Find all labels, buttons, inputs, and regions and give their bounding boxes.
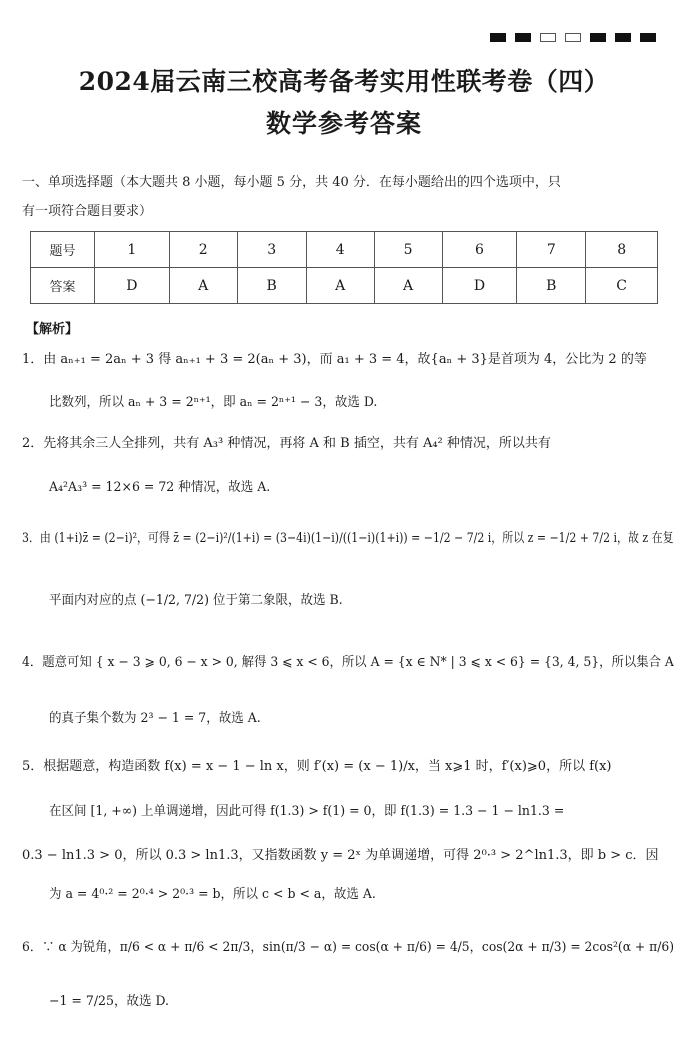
answer-table — [30, 231, 658, 304]
question-number-cell: 3 — [237, 232, 306, 268]
solution-q5-line3: 0.3 − ln1.3 > 0，所以 0.3 > ln1.3，又指数函数 y = 2ˣ 为单调递增，可得 2⁰·³ > 2^ln1.3，即 b > c．因 — [22, 848, 659, 863]
solution-q5-line4: 为 a = 4⁰·² = 2⁰·⁴ > 2⁰·³ = b，所以 c < b < a，故选 A. — [49, 887, 376, 902]
question-number-cell: 1 — [95, 232, 170, 268]
solution-q1-line1: 1．由 aₙ₊₁ = 2aₙ + 3 得 aₙ₊₁ + 3 = 2(aₙ + 3)，而 a₁ + 3 = 4，故{aₙ + 3}是首项为 4，公比为 2 的等 — [22, 352, 647, 367]
solution-q4-line2: 的真子集个数为 2³ − 1 = 7，故选 A. — [49, 711, 261, 726]
answer-cell: D — [442, 268, 517, 304]
table-row-answers — [31, 268, 658, 304]
analysis-heading: 【解析】 — [26, 322, 79, 337]
filled-square-mark — [515, 33, 531, 42]
solution-q5-line1: 5．根据题意，构造函数 f(x) = x − 1 − ln x，则 f′(x) = (x − 1)/x，当 x⩾1 时，f′(x)⩾0，所以 f(x) — [22, 759, 612, 774]
filled-square-mark — [615, 33, 631, 42]
question-number-cell: 7 — [517, 232, 586, 268]
corner-marks — [490, 33, 656, 42]
question-number-cell: 2 — [169, 232, 237, 268]
row-label-numbers: 题号 — [31, 232, 95, 268]
solution-q6-line1: 6．∵ α 为锐角，π/6 < α + π/6 < 2π/3，sin(π/3 − α) = cos(α + π/6) = 4/5，cos(2α + π/3) = 2cos²(α + π/6) — [22, 940, 675, 955]
answer-cell: A — [374, 268, 442, 304]
answer-cell: D — [95, 268, 170, 304]
section1-heading-line1: 一、单项选择题（本大题共 8 小题，每小题 5 分，共 40 分．在每小题给出的四个选项中，只 — [22, 175, 561, 190]
answer-cell: C — [586, 268, 658, 304]
question-number-cell: 4 — [306, 232, 374, 268]
row-label-answers: 答案 — [31, 268, 95, 304]
answer-cell: B — [517, 268, 586, 304]
document-subtitle: 数学参考答案 — [265, 109, 422, 138]
solution-q1-line2: 比数列，所以 aₙ + 3 = 2ⁿ⁺¹，即 aₙ = 2ⁿ⁺¹ − 3，故选 D. — [49, 395, 378, 410]
hollow-square-mark — [540, 33, 556, 42]
solution-q2-line1: 2．先将其余三人全排列，共有 A₃³ 种情况，再将 A 和 B 插空，共有 A₄² 种情况，所以共有 — [22, 436, 551, 451]
table-row-numbers — [31, 232, 658, 268]
answer-cell: A — [169, 268, 237, 304]
solution-q2-line2: A₄²A₃³ = 12×6 = 72 种情况，故选 A. — [49, 480, 271, 495]
solution-q6-line2: −1 = 7/25，故选 D. — [49, 994, 170, 1009]
solution-q3-line1: 3．由 (1+i)z̄ = (2−i)²，可得 z̄ = (2−i)²/(1+i) = (3−4i)(1−i)/((1−i)(1+i)) = −1/2 − 7/2 i，所以 z = −1/2 + 7/2 i，故 z 在复 — [22, 531, 674, 546]
filled-square-mark — [590, 33, 606, 42]
question-number-cell: 6 — [442, 232, 517, 268]
solution-q5-line2: 在区间 [1, +∞) 上单调递增，因此可得 f(1.3) > f(1) = 0，即 f(1.3) = 1.3 − 1 − ln1.3 = — [49, 804, 565, 819]
section1-heading-line2: 有一项符合题目要求） — [22, 204, 153, 219]
document-title: 2024届云南三校高考备考实用性联考卷（四） — [78, 67, 610, 96]
filled-square-mark — [490, 33, 506, 42]
solution-q3-line2: 平面内对应的点 (−1/2, 7/2) 位于第二象限，故选 B. — [49, 593, 343, 608]
filled-square-mark — [640, 33, 656, 42]
answer-cell: A — [306, 268, 374, 304]
question-number-cell: 5 — [374, 232, 442, 268]
answer-cell: B — [237, 268, 306, 304]
solution-q4-line1: 4．题意可知 { x − 3 ⩾ 0, 6 − x > 0, 解得 3 ⩽ x < 6，所以 A = {x ∈ N* | 3 ⩽ x < 6} = {3, 4, 5}，所以集合 A — [22, 655, 674, 670]
hollow-square-mark — [565, 33, 581, 42]
question-number-cell: 8 — [586, 232, 658, 268]
